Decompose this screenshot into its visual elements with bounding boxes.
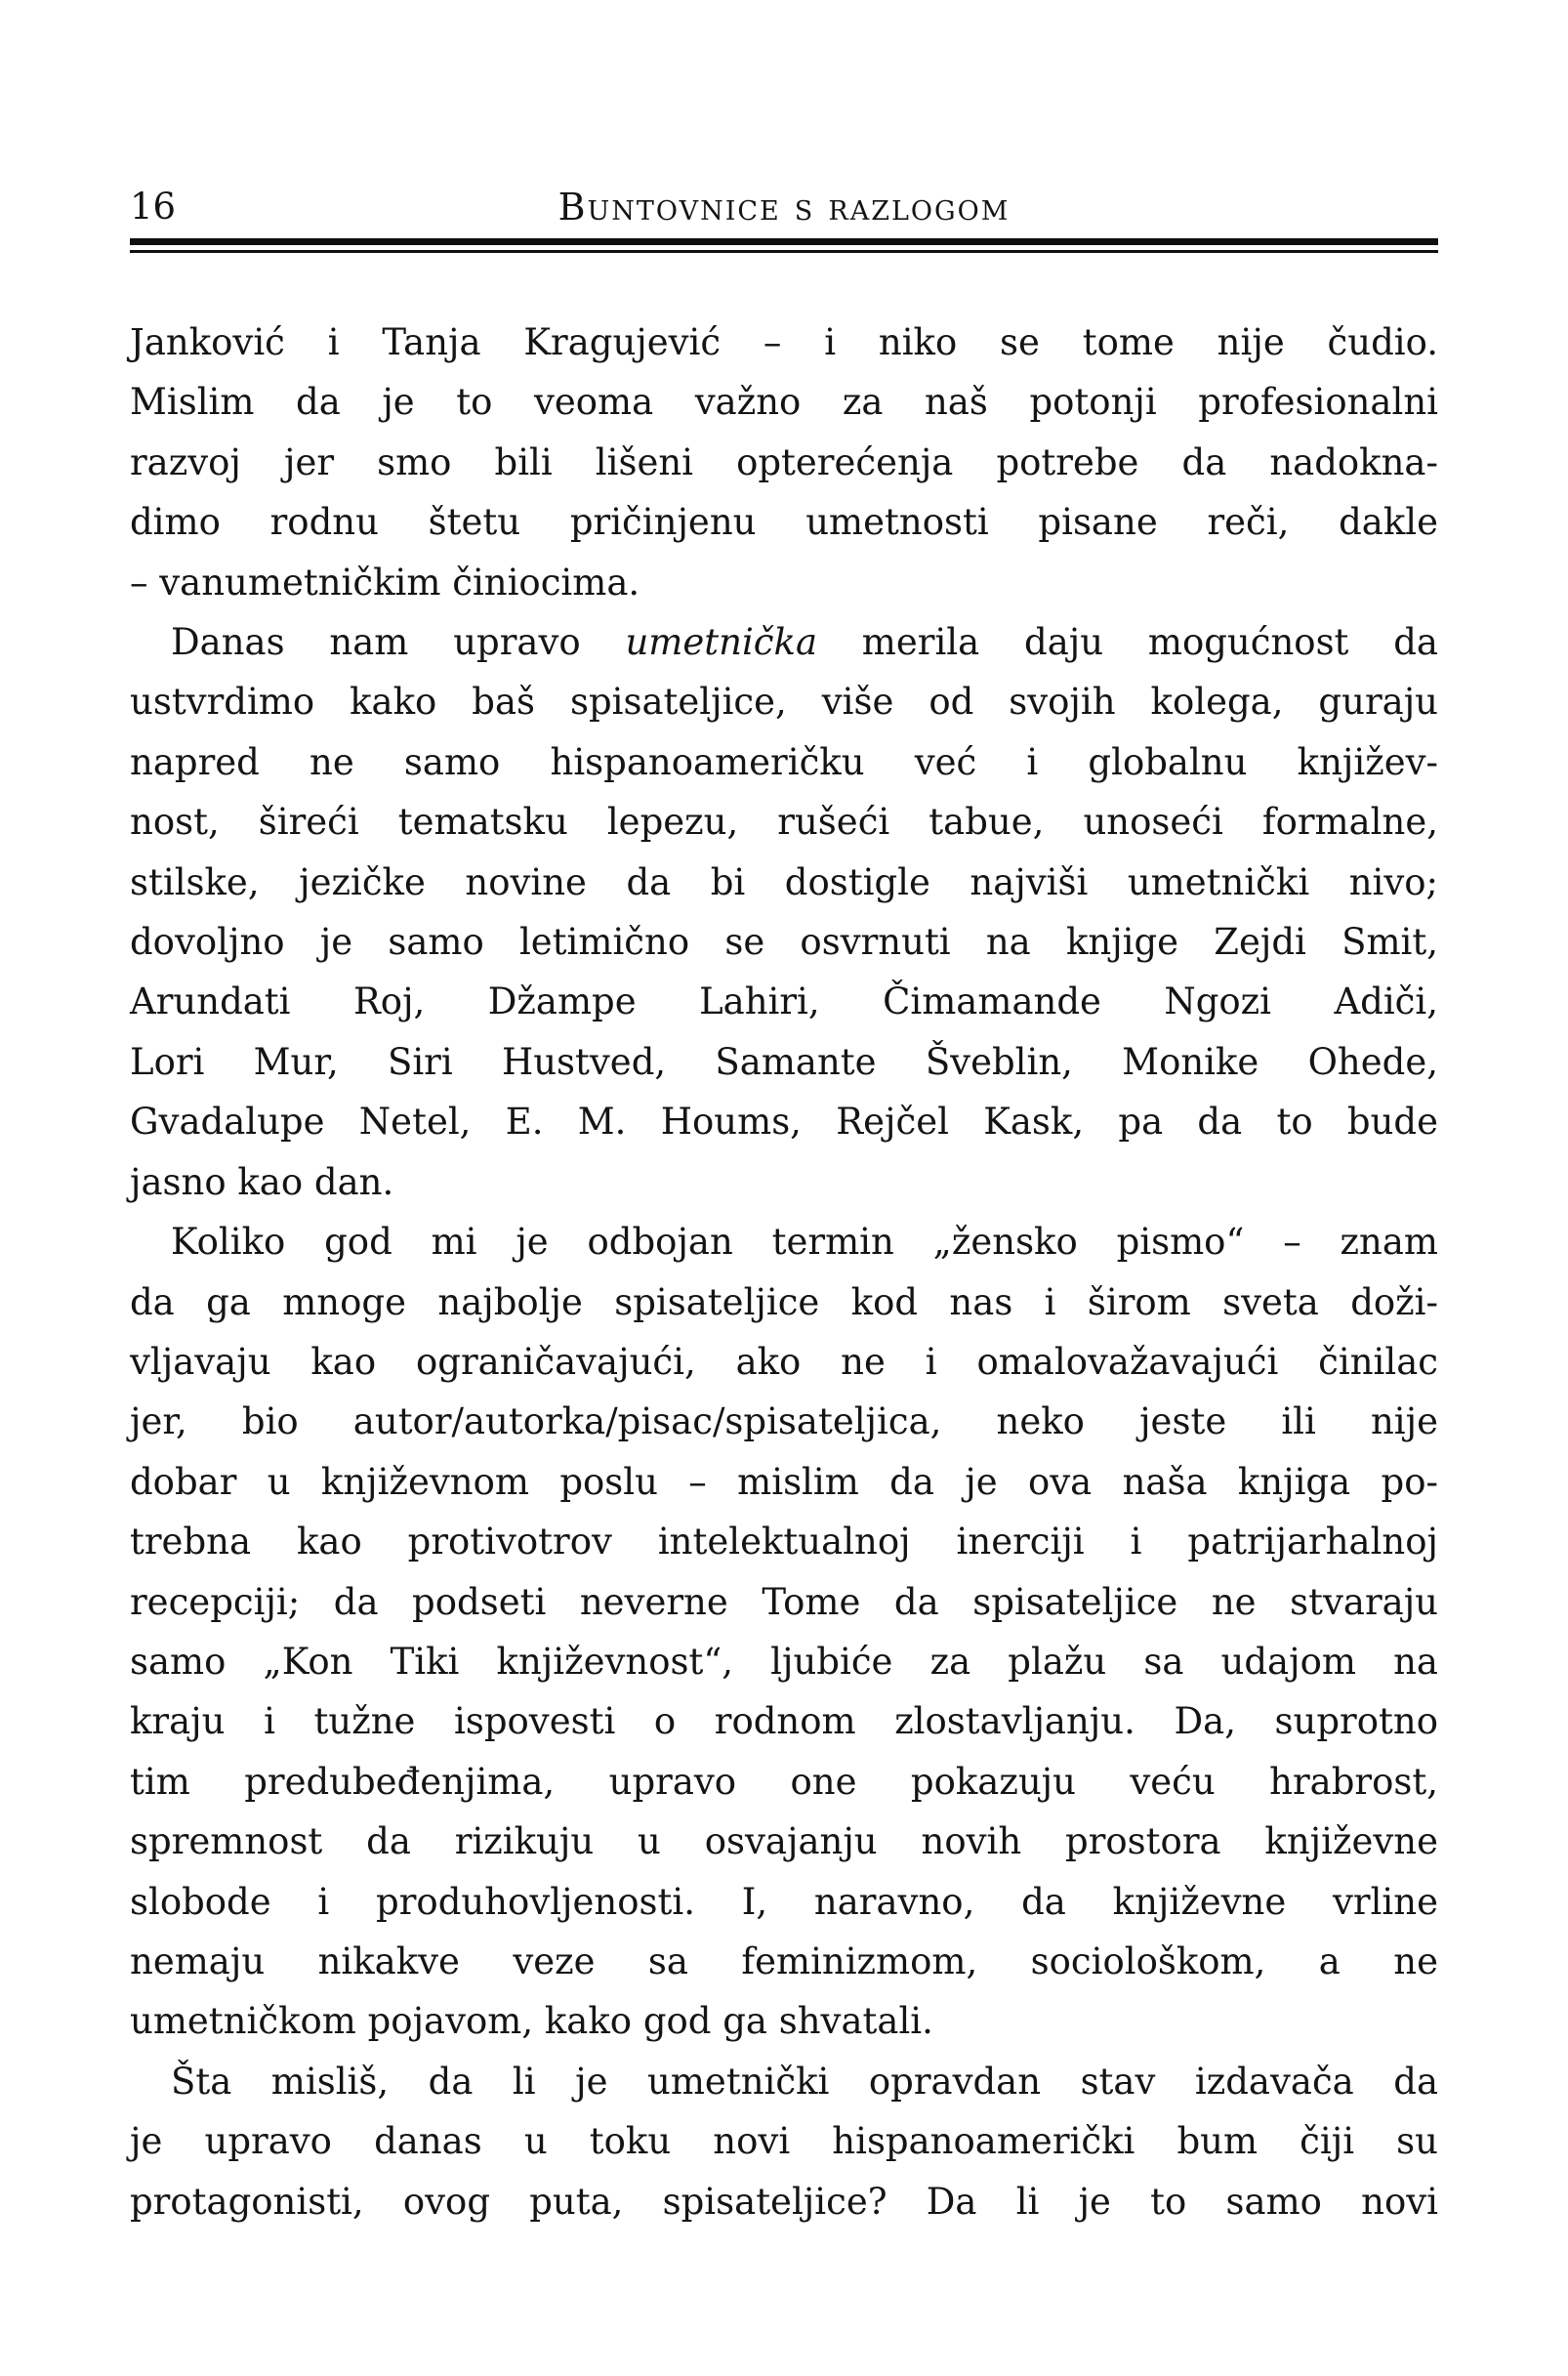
text-run: da ga mnoge najbolje spisateljice kod nas i širom sveta doži-: [130, 1280, 1438, 1323]
text-run: spremnost da rizikuju u osvajanju novih prostora književne: [130, 1820, 1438, 1863]
text-line: [130, 1452, 1438, 1512]
text-line: [130, 1392, 1438, 1451]
text-line: [130, 1332, 1438, 1392]
text-run: Šta misliš, da li je umetnički opravdan stav izdavača da: [171, 2060, 1438, 2103]
text-line: [130, 1812, 1438, 1871]
text-run: ustvrdimo kako baš spisateljice, više od svojih kolega, guraju: [130, 681, 1438, 724]
text-run: Koliko god mi je odbojan termin „žensko pismo“ – znam: [171, 1221, 1438, 1264]
text-run: vljavaju kao ograničavajući, ako ne i omalovažavajući činilac: [130, 1340, 1438, 1383]
text-run: merila daju mogućnost da: [817, 621, 1438, 664]
text-line: [130, 1092, 1438, 1151]
text-line: [130, 1572, 1438, 1632]
text-line: [130, 792, 1438, 852]
text-run: samo „Kon Tiki književnost“, ljubiće za plažu sa udajom na: [130, 1640, 1438, 1683]
text-run: tim predubeđenjima, upravo one pokazuju veću hrabrost,: [130, 1760, 1438, 1803]
body-text: [130, 313, 1438, 2231]
text-run: slobode i produhovljenosti. I, naravno, da književne vrline: [130, 1880, 1438, 1923]
text-line: [130, 2172, 1438, 2231]
text-run: – vanumetničkim činiocima.: [130, 561, 640, 604]
text-line: [130, 553, 1438, 612]
text-run: stilske, jezičke novine da bi dostigle najviši umetnički nivo;: [130, 860, 1438, 903]
page-header: [130, 186, 1438, 234]
text-run: napred ne samo hispanoameričku već i globalnu književ-: [130, 740, 1438, 783]
text-line: [130, 853, 1438, 912]
paragraph: [130, 2052, 1438, 2231]
text-line: [130, 1512, 1438, 1571]
text-run: dobar u književnom poslu – mislim da je ova naša knjiga po-: [130, 1460, 1438, 1503]
text-line: [130, 1872, 1438, 1932]
text-line: [130, 1691, 1438, 1751]
header-rule: [130, 238, 1438, 253]
text-line: [130, 2052, 1438, 2111]
text-line: [130, 972, 1438, 1031]
text-run: Gvadalupe Netel, E. M. Houms, Rejčel Kask, pa da to bude: [130, 1101, 1438, 1144]
running-head: Buntovnice s razlogom: [557, 186, 1011, 229]
text-run: dovoljno je samo letimično se osvrnuti na knjige Zejdi Smit,: [130, 921, 1438, 964]
text-run: nost, šireći tematsku lepezu, rušeći tabue, unoseći formalne,: [130, 801, 1438, 844]
text-line: [130, 492, 1438, 552]
text-line: [130, 1152, 1438, 1212]
text-line: [130, 1932, 1438, 1991]
paragraph: [130, 1212, 1438, 2052]
text-line: [130, 2111, 1438, 2171]
text-run: Arundati Roj, Džampe Lahiri, Čimamande Ngozi Adiči,: [130, 980, 1438, 1023]
text-line: [130, 1272, 1438, 1332]
text-run: jer, bio autor/autorka/pisac/spisateljica, neko jeste ili nije: [130, 1400, 1438, 1443]
text-run: Janković i Tanja Kragujević – i niko se tome nije čudio.: [130, 321, 1438, 363]
text-run: Lori Mur, Siri Hustved, Samante Šveblin, Monike Ohede,: [130, 1040, 1438, 1083]
text-line: [130, 313, 1438, 372]
text-line: [130, 612, 1438, 672]
text-run: je upravo danas u toku novi hispanoamerički bum čiji su: [130, 2120, 1438, 2163]
text-line: [130, 433, 1438, 492]
text-run: protagonisti, ovog puta, spisateljice? Da li je to samo novi: [130, 2180, 1438, 2223]
text-run: Mislim da je to veoma važno za naš potonji profesionalni: [130, 381, 1438, 424]
text-line: [130, 1032, 1438, 1092]
text-run: razvoj jer smo bili lišeni opterećenja potrebe da nadokna-: [130, 440, 1438, 483]
paragraph: [130, 612, 1438, 1212]
text-run: nemaju nikakve veze sa feminizmom, sociološkom, a ne: [130, 1939, 1438, 1982]
text-run: Danas nam upravo: [171, 621, 626, 664]
italic-text-run: umetnička: [625, 621, 817, 664]
text-run: dimo rodnu štetu pričinjenu umetnosti pisane reči, dakle: [130, 501, 1438, 544]
text-line: [130, 912, 1438, 972]
text-line: [130, 732, 1438, 792]
text-run: kraju i tužne ispovesti o rodnom zlostavljanju. Da, suprotno: [130, 1700, 1438, 1743]
text-line: [130, 672, 1438, 731]
text-line: [130, 372, 1438, 432]
paragraph: [130, 313, 1438, 612]
text-run: jasno kao dan.: [130, 1160, 394, 1203]
text-line: [130, 1212, 1438, 1271]
page-number: 16: [130, 186, 177, 228]
text-line: [130, 1752, 1438, 1812]
text-run: recepciji; da podseti neverne Tome da spisateljice ne stvaraju: [130, 1580, 1438, 1623]
text-run: umetničkom pojavom, kako god ga shvatali.: [130, 2000, 933, 2043]
text-run: trebna kao protivotrov intelektualnoj inerciji i patrijarhalnoj: [130, 1521, 1438, 1563]
text-line: [130, 1632, 1438, 1691]
text-line: [130, 1991, 1438, 2051]
